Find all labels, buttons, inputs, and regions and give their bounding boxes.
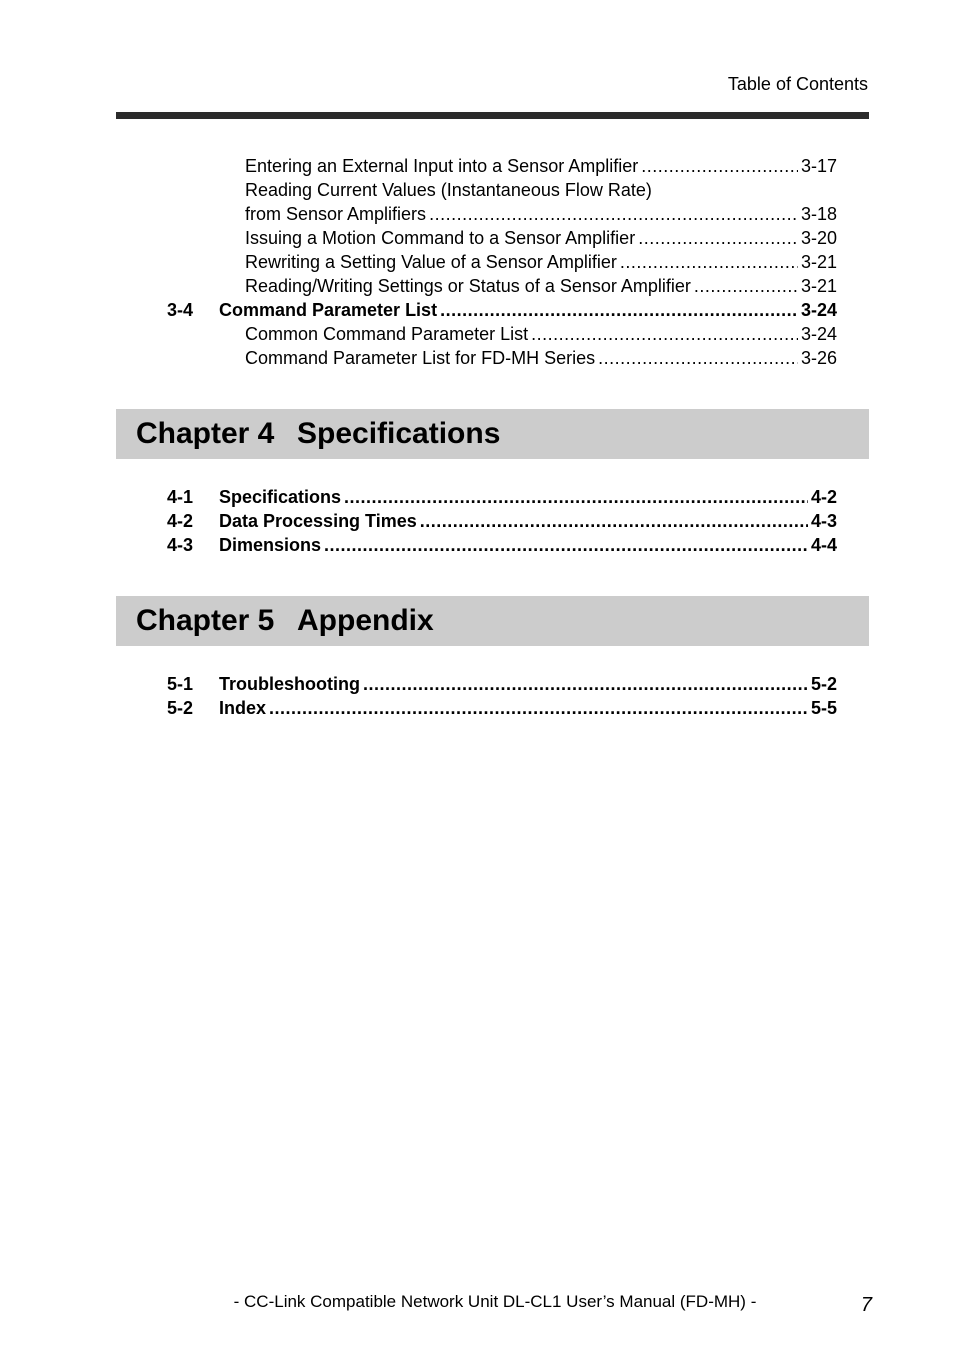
toc-section-number: 5-2 [167,698,194,718]
toc-section-page: 5-2 [810,674,837,694]
toc-section-title: Troubleshooting [219,674,360,694]
toc-section-3-4[interactable] [167,298,837,322]
toc-section-number: 5-1 [167,674,194,694]
toc-section-4-1[interactable] [167,485,837,509]
toc-entry[interactable] [245,154,837,178]
toc-entry[interactable] [245,274,837,298]
header-rule [116,112,869,119]
toc-entry-page: 3-20 [800,228,837,248]
toc-entry-page: 3-21 [800,276,837,296]
toc-entry-page: 3-26 [800,348,837,368]
toc-entry-title: Entering an External Input into a Sensor Amplifier [245,156,639,176]
toc-leader [324,533,808,557]
toc-section-title: Command Parameter List [219,300,438,320]
toc-section-number: 4-1 [167,487,194,507]
toc-section-5-2[interactable] [167,696,837,720]
toc-leader [531,322,798,346]
chapter-label: Chapter 4 [136,417,275,450]
page-number: 7 [860,1294,872,1316]
toc-entry-page: 3-24 [800,324,837,344]
toc-section-4-3[interactable] [167,533,837,557]
chapter-5-heading[interactable] [116,596,869,646]
toc-leader [440,298,798,322]
toc-section-title: Specifications [219,487,342,507]
toc-section-page: 4-3 [810,511,837,531]
toc-entry-title: Command Parameter List for FD-MH Series [245,348,596,368]
toc-leader [620,250,798,274]
chapter-label: Chapter 5 [136,604,275,637]
toc-entry-title: from Sensor Amplifiers [245,204,427,224]
toc-leader [598,346,798,370]
toc-entry-page: 3-21 [800,252,837,272]
toc-section-title: Index [219,698,267,718]
running-header-title: Table of Contents [727,74,868,94]
toc-leader [363,672,808,696]
toc-section-title: Dimensions [219,535,322,555]
chapter-title: Appendix [297,604,434,637]
toc-entry-page: 3-18 [800,204,837,224]
toc-section-number: 3-4 [167,300,194,320]
chapter-title: Specifications [297,417,501,450]
toc-section-page: 3-24 [800,300,837,320]
toc-section-4-2[interactable] [167,509,837,533]
toc-section-page: 5-5 [810,698,837,718]
toc-section-title: Data Processing Times [219,511,417,531]
toc-entry[interactable] [245,250,837,274]
toc-leader [344,485,808,509]
toc-entry-page: 3-17 [800,156,837,176]
toc-leader [638,226,798,250]
toc-leader [429,202,798,226]
toc-entry-title: Reading Current Values (Instantaneous Flow Rate) [245,180,652,200]
toc-entry[interactable] [245,178,837,202]
toc-entry[interactable] [245,202,837,226]
toc-section-5-1[interactable] [167,672,837,696]
toc-leader [269,696,808,720]
toc-entry-title: Issuing a Motion Command to a Sensor Amplifier [245,228,636,248]
toc-section-page: 4-4 [810,535,837,555]
toc-entry[interactable] [245,226,837,250]
toc-entry-title: Reading/Writing Settings or Status of a Sensor Amplifier [245,276,691,296]
toc-leader [641,154,798,178]
toc-entry[interactable] [245,322,837,346]
toc-section-page: 4-2 [810,487,837,507]
toc-entry[interactable] [245,346,837,370]
toc-leader [694,274,798,298]
toc-leader [420,509,808,533]
toc-entry-title: Common Command Parameter List [245,324,529,344]
toc-section-number: 4-2 [167,511,194,531]
chapter-4-heading[interactable] [116,409,869,459]
toc-section-number: 4-3 [167,535,194,555]
toc-entry-title: Rewriting a Setting Value of a Sensor Amplifier [245,252,617,272]
footer-manual-title: - CC-Link Compatible Network Unit DL-CL1 User’s Manual (FD-MH) - [233,1292,757,1311]
